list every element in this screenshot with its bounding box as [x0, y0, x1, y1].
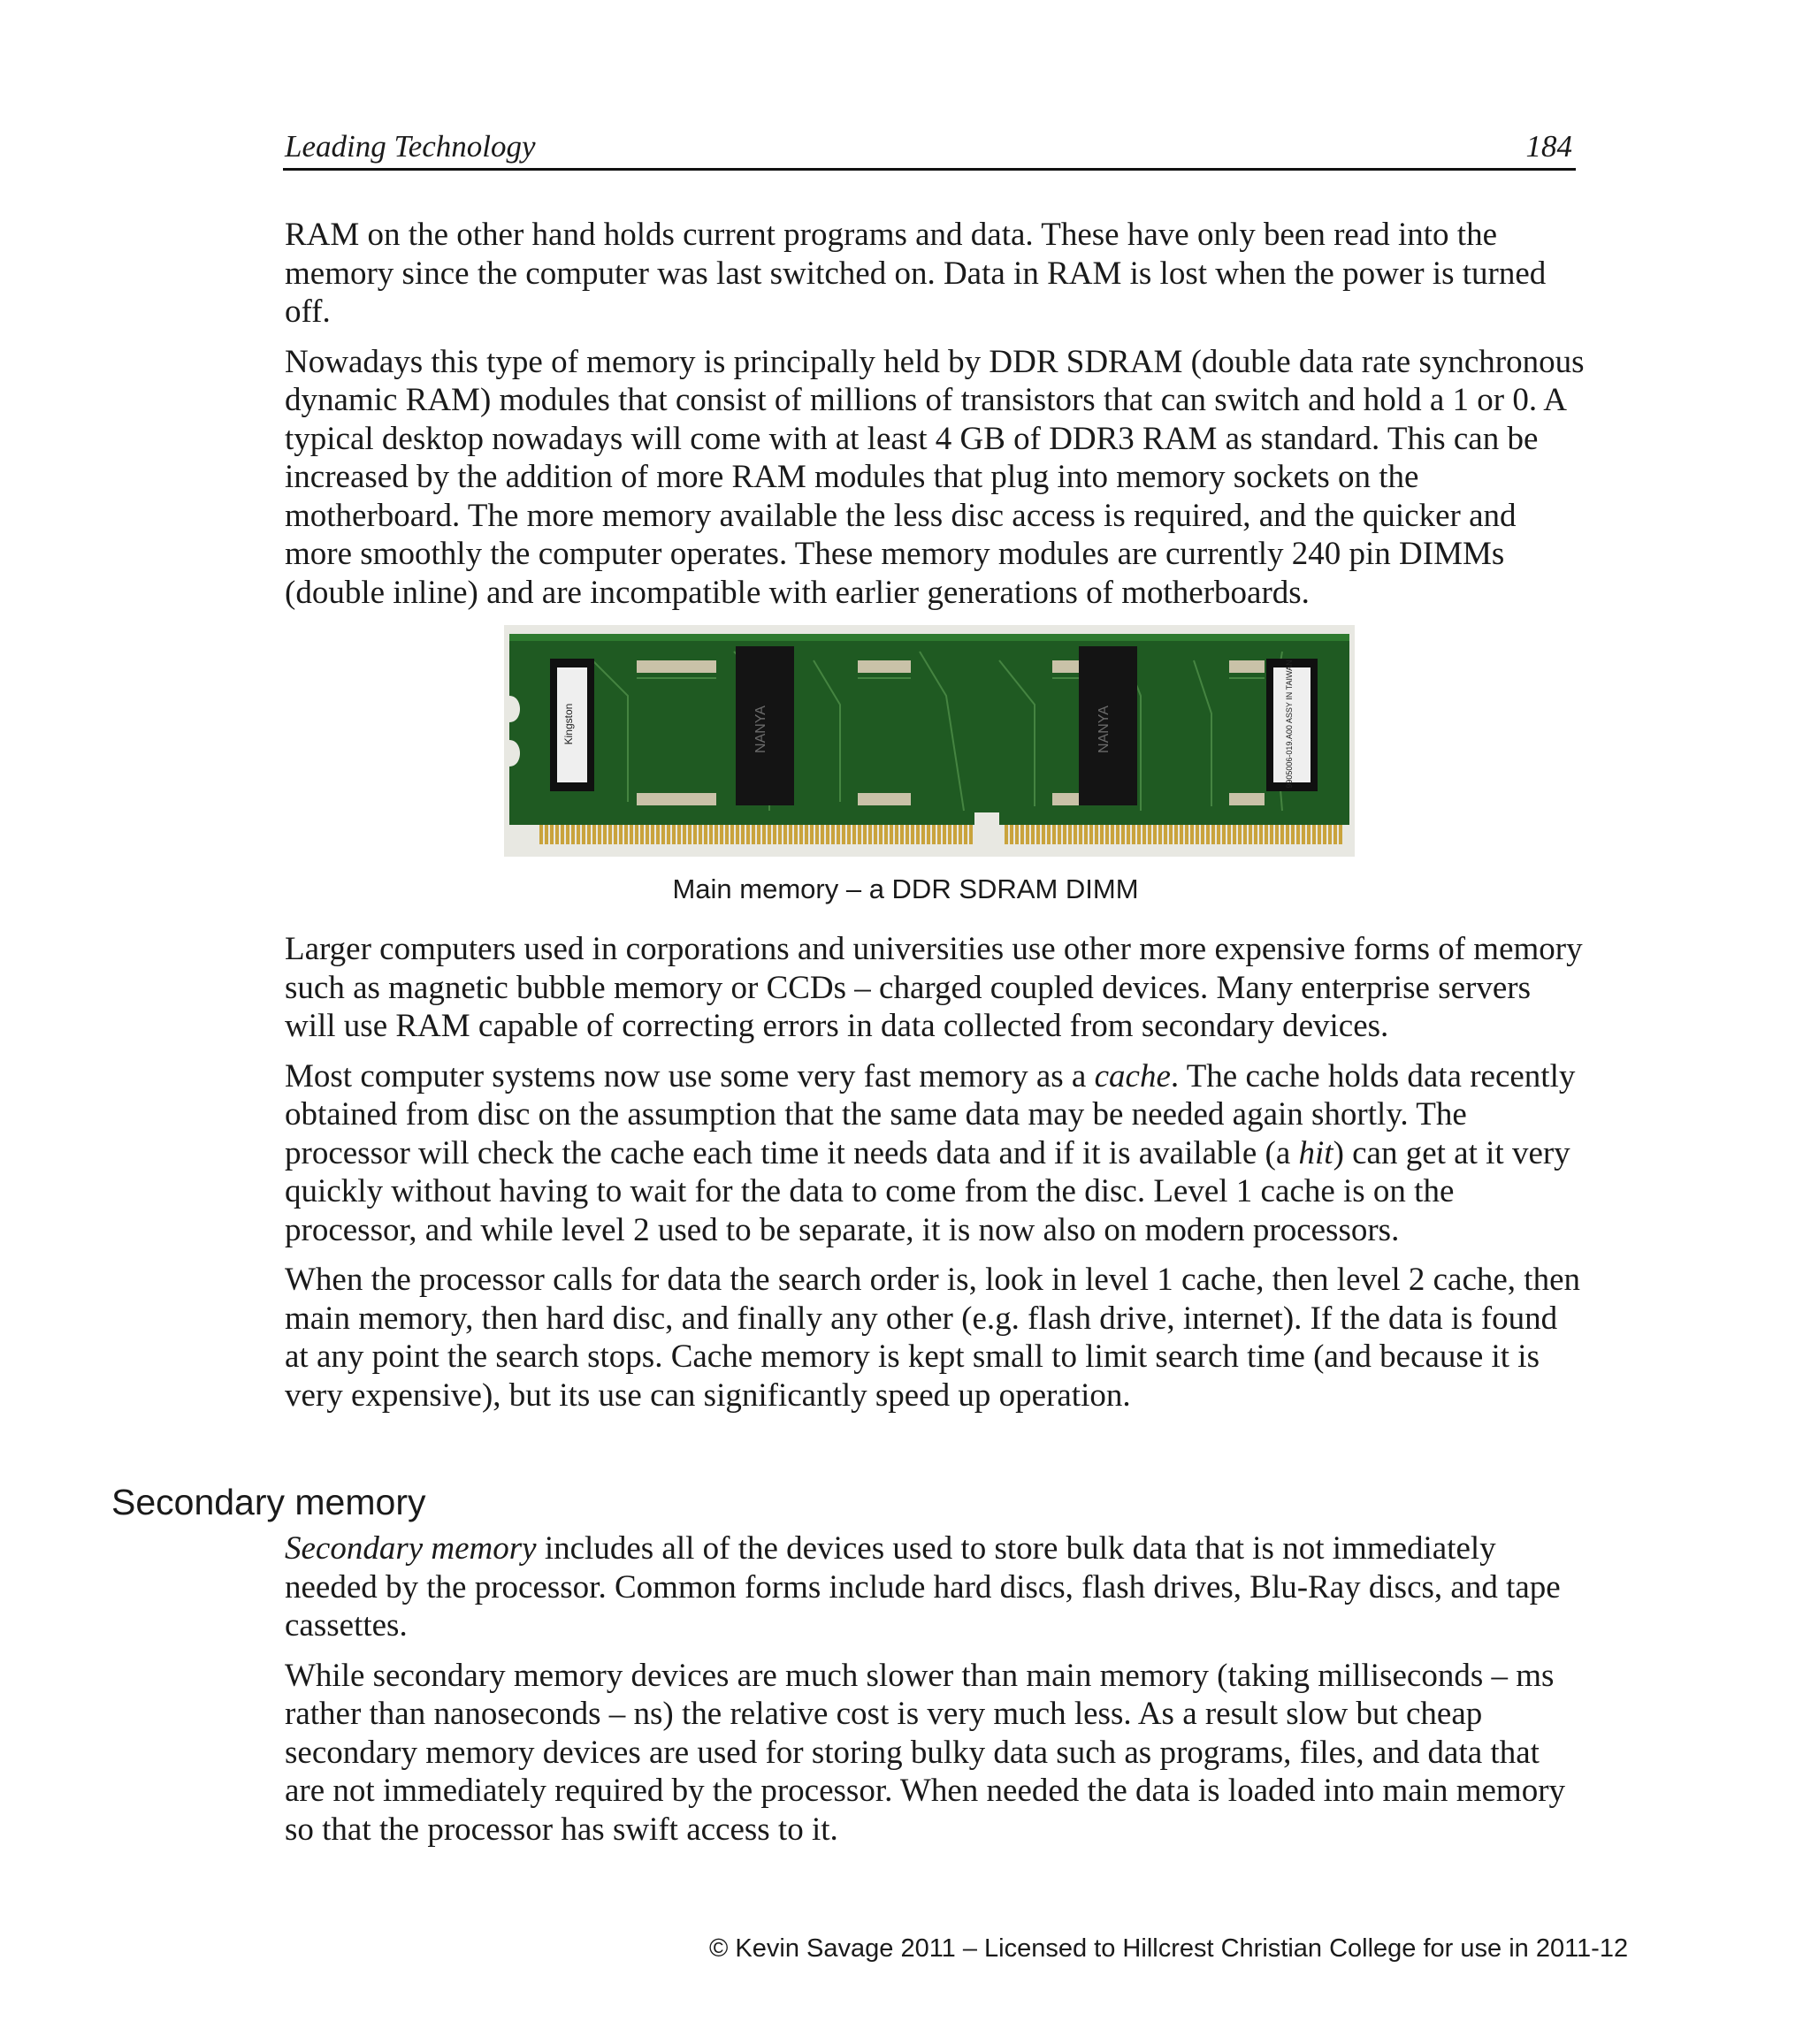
gold-contact-pin [768, 825, 771, 844]
gold-contact-pin [799, 825, 803, 844]
gold-contact-pin [1280, 825, 1284, 844]
gold-contact-pin [1121, 825, 1125, 844]
gold-contact-pin [1302, 825, 1305, 844]
gold-contact-pin [1291, 825, 1295, 844]
gold-contact-pin [1153, 825, 1157, 844]
gold-contact-pin [1074, 825, 1077, 844]
gold-contact-pin [1233, 825, 1236, 844]
gold-contact-pin [1068, 825, 1072, 844]
gold-contact-pin [1063, 825, 1066, 844]
gold-contact-pin [1127, 825, 1130, 844]
gold-contact-pin [1211, 825, 1215, 844]
gold-contact-pin [858, 825, 861, 844]
gold-contact-pin [730, 825, 734, 844]
gold-contact-pin [810, 825, 814, 844]
gold-contact-pin [624, 825, 628, 844]
gold-contact-pin [646, 825, 649, 844]
gold-contact-pin [1185, 825, 1188, 844]
gold-contact-pin [937, 825, 941, 844]
paragraph-secondary-cost: While secondary memory devices are much slower than main memory (taking milliseconds – ms rather than nanoseconds – ns) the relative cost is very much less. As a result slow but cheap secondary memory devices are used for storing bulky data such as programs, files, and data that are not immediately required by the processor. When needed the data is loaded into main memory so that the processor has swift access to it. [285, 1657, 1566, 1848]
gold-contact-pin [821, 825, 824, 844]
gold-contact-pin [789, 825, 792, 844]
paragraph-larger-computers: Larger computers used in corporations and universities use other more expensive forms of memory such as magnetic bubble memory or CCDs – charged coupled devices. Many enterprise servers will use RAM capable of correcting errors in data collected from secondary devices. [285, 931, 1583, 1044]
gold-contact-pin [948, 825, 951, 844]
gold-contact-pin [699, 825, 702, 844]
middle-text-block [285, 930, 1585, 1426]
ram-module-photo [504, 625, 1355, 857]
gold-contact-pin [577, 825, 580, 844]
gold-contact-pin [1132, 825, 1135, 844]
gold-contact-pin [1105, 825, 1109, 844]
gold-contact-pin [651, 825, 654, 844]
gold-contact-pin [1328, 825, 1332, 844]
gold-contact-pin [619, 825, 623, 844]
gold-contact-pin [1095, 825, 1098, 844]
gold-contact-pin [1339, 825, 1342, 844]
gold-contact-pin [741, 825, 745, 844]
term-secondary-memory: Secondary memory [285, 1530, 537, 1567]
gold-contact-pin [964, 825, 967, 844]
gold-contact-pin [943, 825, 946, 844]
gold-contact-pin [656, 825, 660, 844]
gold-contact-pin [1238, 825, 1242, 844]
gold-contact-pin [906, 825, 909, 844]
gold-contact-pin [1058, 825, 1061, 844]
gold-contact-pin [566, 825, 569, 844]
gold-contact-pin [630, 825, 633, 844]
secondary-memory-text-block [285, 1529, 1585, 1860]
gold-contact-pin [783, 825, 787, 844]
gold-contact-pin [757, 825, 760, 844]
page-header [283, 126, 1576, 171]
gold-contact-pin [725, 825, 729, 844]
gold-contact-pin [592, 825, 596, 844]
intro-text-block [285, 216, 1585, 623]
dimm-illustration [504, 625, 1355, 857]
paragraph-cache: Most computer systems now use some very fast memory as a cache. The cache holds data recently obtained from disc on the assumption that the same data may be needed again shortly. The processor will check the cache each time it needs data and if it is available (a hit) can get at it very quickly without having to wait for the data to come from the disc. Level 1 cache is on the processor, and while level 2 used to be separate, it is now also on modern processors. [285, 1057, 1576, 1248]
gold-contact-pin [1296, 825, 1300, 844]
gold-contact-pin [661, 825, 665, 844]
gold-contact-pin [693, 825, 697, 844]
gold-contact-pin [736, 825, 739, 844]
gold-contact-pin [863, 825, 867, 844]
gold-contact-pin [1249, 825, 1252, 844]
gold-contact-pin [852, 825, 856, 844]
gold-contact-pin [1137, 825, 1141, 844]
gold-contact-pin [714, 825, 718, 844]
gold-contact-pin [677, 825, 681, 844]
gold-contact-pin [1142, 825, 1146, 844]
gold-contact-pin [1031, 825, 1035, 844]
term-hit: hit [1298, 1134, 1333, 1171]
gold-contact-pin [815, 825, 819, 844]
gold-contact-pin [545, 825, 548, 844]
gold-contact-pin [1333, 825, 1337, 844]
gold-contact-pin [868, 825, 872, 844]
gold-contact-pin [1116, 825, 1119, 844]
gold-contact-pin [890, 825, 893, 844]
gold-contact-pin [720, 825, 723, 844]
gold-contact-pin [895, 825, 898, 844]
paragraph-ddr-sdram: Nowadays this type of memory is principally held by DDR SDRAM (double data rate synchronous dynamic RAM) modules that consist of millions of transistors that can switch and hold a 1 or 0. A typical desktop nowadays will come with at least 4 GB of DDR3 RAM as standard. This can be increased by the addition of more RAM modules that plug into memory sockets on the motherboard. The more memory available the less disc access is required, and the quicker and more smoothly the computer operates. These memory modules are currently 240 pin DIMMs (double inline) and are incompatible with earlier generations of motherboards. [285, 343, 1585, 611]
paragraph-search-order: When the processor calls for data the search order is, look in level 1 cache, then level 2 cache, then main memory, then hard disc, and finally any other (e.g. flash drive, internet). If the data is found at any point the search stops. Cache memory is kept small to limit search time (and because it is very expensive), but its use can significantly speed up operation. [285, 1262, 1580, 1414]
gold-contact-pin [571, 825, 575, 844]
term-cache: cache [1094, 1057, 1171, 1094]
gold-contact-pin [1042, 825, 1045, 844]
gold-contact-pin [1196, 825, 1199, 844]
gold-contact-pin [561, 825, 564, 844]
gold-contact-pin [921, 825, 925, 844]
gold-contact-pin [614, 825, 617, 844]
gold-contact-pin [847, 825, 851, 844]
right-sticker-label: 9905006-019.A00 ASSY IN TAIWAN [1285, 660, 1294, 789]
gold-contact-pin [1010, 825, 1013, 844]
gold-contact-pin [794, 825, 798, 844]
chip-label-2: NANYA [1097, 705, 1112, 753]
gold-contact-pin [709, 825, 713, 844]
gold-contact-pin [1307, 825, 1310, 844]
gold-contact-pin [683, 825, 686, 844]
gold-contact-pin [688, 825, 692, 844]
gold-contact-pin [752, 825, 755, 844]
gold-contact-pin [1270, 825, 1273, 844]
gold-contact-pin [1243, 825, 1247, 844]
gold-contact-pin [1169, 825, 1173, 844]
gold-contact-pin [874, 825, 877, 844]
gold-contact-pin [640, 825, 644, 844]
copyright-footer: © Kevin Savage 2011 – Licensed to Hillcrest Christian College for use in 2011-12 [709, 1934, 1629, 1963]
gold-contact-pin [1036, 825, 1040, 844]
gold-contact-pin [1148, 825, 1151, 844]
gold-contact-pin [1026, 825, 1029, 844]
gold-contact-pin [1079, 825, 1082, 844]
gold-contact-pin [1084, 825, 1088, 844]
gold-contact-pin [587, 825, 591, 844]
section-heading: Secondary memory [111, 1482, 426, 1522]
gold-contact-pin [900, 825, 904, 844]
figure-caption: Main memory – a DDR SDRAM DIMM [672, 873, 1139, 904]
gold-contact-pin [837, 825, 840, 844]
gold-contact-pin [746, 825, 750, 844]
left-sticker-label: Kingston [562, 703, 575, 745]
gold-contact-pin [550, 825, 554, 844]
gold-contact-pin [831, 825, 835, 844]
gold-contact-pin [911, 825, 914, 844]
gold-contact-pin [1265, 825, 1268, 844]
gold-contact-pin [879, 825, 883, 844]
gold-contact-pin [1190, 825, 1194, 844]
gold-contact-pin [762, 825, 766, 844]
gold-contact-pin [1174, 825, 1178, 844]
gold-contact-pin [1089, 825, 1093, 844]
gold-contact-pin [603, 825, 607, 844]
chip-label-1: NANYA [753, 705, 768, 753]
gold-contact-pin [1206, 825, 1210, 844]
running-title: Leading Technology [285, 129, 536, 164]
gold-contact-pin [826, 825, 829, 844]
gold-contact-pin [773, 825, 776, 844]
gold-contact-pin [608, 825, 612, 844]
gold-contact-pin [1222, 825, 1226, 844]
gold-contact-pin [635, 825, 638, 844]
gold-contact-pin [1275, 825, 1279, 844]
gold-contact-pin [969, 825, 973, 844]
gold-contact-pin [1164, 825, 1167, 844]
gold-contact-pin [1259, 825, 1263, 844]
gold-contact-pin [1005, 825, 1008, 844]
gold-contact-pin [704, 825, 707, 844]
gold-contact-pin [1100, 825, 1104, 844]
gold-contact-pin [667, 825, 670, 844]
gold-contact-pin [1318, 825, 1321, 844]
gold-contact-pin [932, 825, 936, 844]
gold-contact-pin [805, 825, 808, 844]
gold-contact-pin [927, 825, 930, 844]
gold-contact-pin [1201, 825, 1204, 844]
gold-contact-pin [1180, 825, 1183, 844]
gold-contact-pin [1227, 825, 1231, 844]
gold-contact-pin [1286, 825, 1289, 844]
page-number: 184 [1525, 129, 1572, 164]
paragraph-secondary-definition: Secondary memory includes all of the devices used to store bulk data that is not immediately needed by the processor. Common forms include hard discs, flash drives, Blu-Ray discs, and tape cassettes. [285, 1530, 1561, 1644]
gold-contact-pin [1020, 825, 1024, 844]
paragraph-ram: RAM on the other hand holds current programs and data. These have only been read into the memory since the computer was last switched on. Data in RAM is lost when the power is turned off. [285, 217, 1547, 330]
gold-contact-pin [1312, 825, 1316, 844]
gold-contact-pin [1047, 825, 1051, 844]
gold-contact-pin [916, 825, 920, 844]
gold-contact-pin [842, 825, 845, 844]
gold-contact-pin [1111, 825, 1114, 844]
gold-contact-pin [1217, 825, 1220, 844]
gold-contact-pin [1254, 825, 1257, 844]
gold-contact-pin [582, 825, 585, 844]
gold-contact-pin [953, 825, 957, 844]
gold-contact-pin [555, 825, 559, 844]
gold-contact-pin [539, 825, 543, 844]
gold-contact-pin [1015, 825, 1019, 844]
gold-contact-pin [1052, 825, 1056, 844]
gold-contact-pin [672, 825, 676, 844]
gold-contact-pin [959, 825, 962, 844]
gold-contact-pin [1323, 825, 1326, 844]
gold-contact-pin [1158, 825, 1162, 844]
gold-contact-pin [778, 825, 782, 844]
gold-contact-pin [884, 825, 888, 844]
gold-contact-pin [598, 825, 601, 844]
